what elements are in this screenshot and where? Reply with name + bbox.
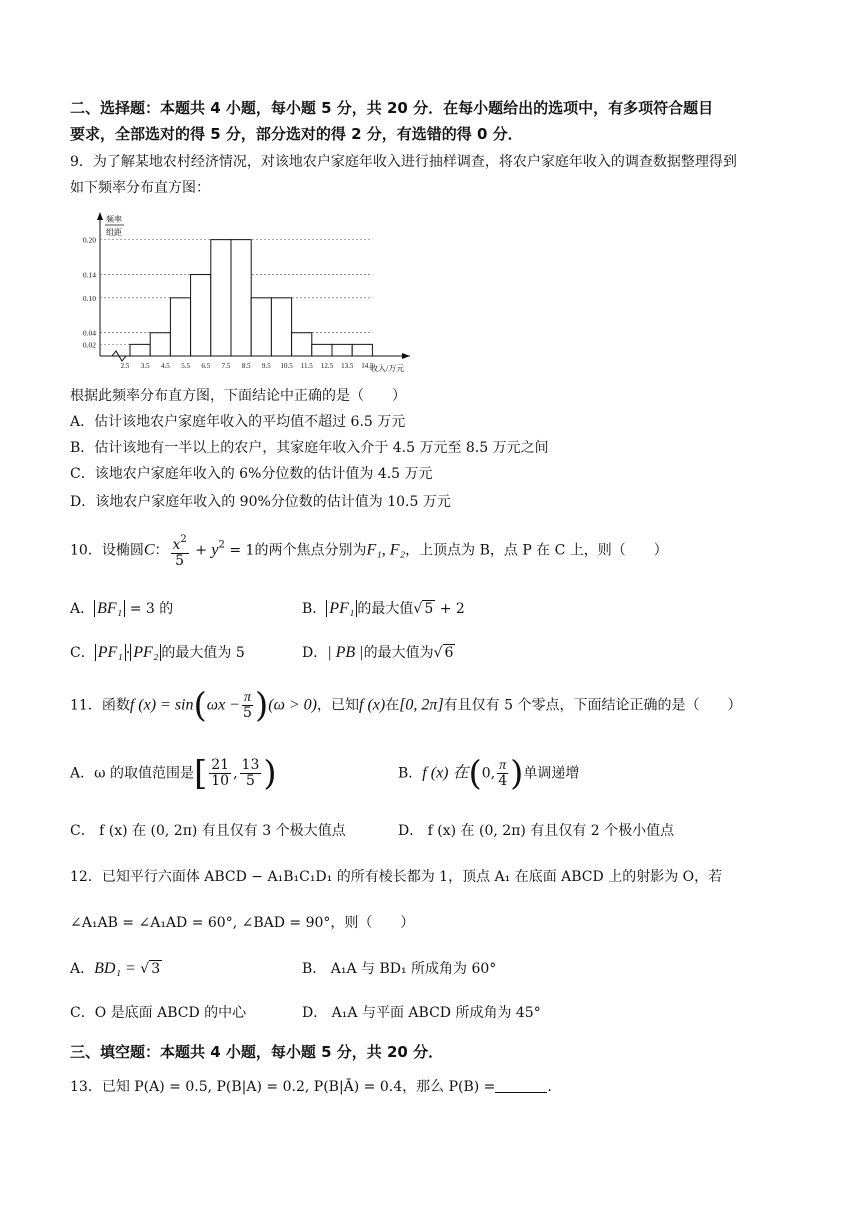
q13-stem [70, 1076, 552, 1098]
q11-a-frac1 [209, 758, 231, 789]
y-tick-label: 0.10 [82, 293, 96, 303]
q11-cond: (ω > 0) [268, 696, 317, 714]
section-2-header-line1: 二、选择题：本题共 4 小题，每小题 5 分，共 20 分．在每小题给出的选项中，有多项符合题目 [70, 99, 714, 117]
q11-a-d1: 10 [211, 773, 230, 789]
q11-a-n2: 13 [241, 757, 260, 773]
histogram-bar [191, 275, 211, 356]
histogram-bar [170, 298, 190, 356]
q10-x: x [172, 537, 181, 553]
q11-option-b: B．f (x) 在(0, $\frac{\pi}{4}$ )单调递增 [398, 753, 580, 794]
q11-tail: 有且仅有 5 个零点，下面结论正确的是（ ） [443, 697, 742, 714]
q12-stem-line2: ∠A₁AB = ∠A₁AD = 60°, ∠BAD = 90°，则（ ） [70, 915, 415, 931]
q10-c-math1: PF₁ [95, 644, 126, 661]
q10-foci: F₁, F₂ [366, 541, 406, 559]
y-axis-label-bottom: 组距 [106, 228, 122, 237]
q10-c-label: C． [70, 645, 95, 661]
section-2-header-line2: 要求，全部选对的得 5 分，部分选对的得 2 分，有选错的得 0 分． [70, 125, 523, 143]
y-tick-label: 0.20 [82, 235, 96, 245]
q12-option-a: A．BD₁ = √ 3 [70, 960, 161, 977]
q12-a-label: A． [70, 961, 95, 977]
q11-a-d2: 5 [246, 773, 255, 789]
section-3-header: 三、填空题：本题共 4 小题，每小题 5 分，共 20 分． [70, 1043, 444, 1061]
q10-ellipse-c: C [143, 541, 155, 559]
q9-stem-line1: 9．为了解某地农村经济情况，对该地农户家庭年收入进行抽样调查，将农户家庭年收入的调查数据整理得到 [70, 154, 737, 170]
q11-b-zero: 0, [481, 765, 496, 782]
y-tick-label: 0.04 [82, 328, 96, 338]
x-tick-label: 14.5 [361, 362, 374, 370]
q11-option-c: C． f (x) 在 (0, 2π) 有且仅有 3 个极大值点 [70, 823, 346, 839]
q10-b-tail: 的最大值 [357, 601, 414, 617]
histogram-chart [70, 206, 420, 386]
q10-b-math: PF₁ [326, 600, 357, 617]
q10-b-label: B． [302, 601, 327, 617]
q11-pi: π [243, 690, 251, 705]
q9-option-d: D．该地农户家庭年收入的 90%分位数的估计值为 10.5 万元 [70, 494, 451, 510]
q10-mid: 的两个焦点分别为 [254, 542, 367, 559]
y-tick-label: 0.14 [82, 270, 96, 280]
q11-fraction [242, 690, 253, 721]
histogram-bar [231, 240, 251, 356]
q12-option-c: C．O 是底面 ABCD 的中心 [70, 1005, 247, 1021]
x-tick-label: 4.5 [161, 362, 170, 370]
q10-c-dot: · [125, 645, 131, 661]
q11-func: f (x) = sin [129, 696, 194, 714]
q11-interval: [0, 2π] [399, 696, 444, 714]
q10-c-math2: PF₂ [130, 644, 161, 661]
q12-stem-line1: 12．已知平行六面体 ABCD − A₁B₁C₁D₁ 的所有棱长都为 1，顶点 A₁ 在底面 ABCD 上的射影为 O，若 [70, 869, 723, 885]
q10-option-a [70, 598, 173, 620]
q12-option-b: B． A₁A 与 BD₁ 所成角为 60° [302, 961, 497, 977]
x-tick-label: 5.5 [181, 362, 190, 370]
q11-b-text2: 单调递增 [523, 765, 580, 782]
q11-b-text1: f (x) 在 [422, 764, 469, 782]
y-tick-label: 0.02 [82, 340, 96, 350]
q10-d-tail: 的最大值为 [363, 645, 434, 661]
q9-stem-line2: 如下频率分布直方图： [70, 180, 210, 196]
y-axis-label-top: 频率 [106, 215, 122, 224]
histogram-bar [251, 298, 271, 356]
x-tick-label: 13.5 [341, 362, 354, 370]
q11-b-label: B． [398, 765, 423, 782]
q13-end: . [547, 1079, 552, 1095]
q11-a-n1: 21 [211, 757, 230, 773]
q13-answer-blank[interactable] [495, 1078, 547, 1093]
histogram-bar [150, 333, 170, 356]
histogram-bar [292, 333, 312, 356]
q9-option-b: B．估计该地有一半以上的农户，其家庭年收入介于 4.5 万元至 8.5 万元之间 [70, 440, 549, 456]
x-tick-label: 12.5 [320, 362, 334, 370]
q12-option-d: D． A₁A 与平面 ABCD 所成角为 45° [302, 1005, 541, 1021]
q9-option-c: C．该地农户家庭年收入的 6%分位数的估计值为 4.5 万元 [70, 466, 433, 482]
q10-stem [70, 532, 668, 569]
histogram-bar [352, 344, 372, 356]
q11-stem: 11．函数f (x) = sin(ωx − $\frac{\pi}{5}$ )(ω > 0)，已知f (x)在[0, 2π]有且仅有 5 个零点，下面结论正确的是（ ） [70, 685, 742, 726]
q10-b-sqrt: 5 [424, 601, 434, 617]
q10-option-c [70, 642, 245, 664]
x-axis-label: 收入/万元 [370, 364, 405, 373]
q10-colon: ： [154, 542, 169, 559]
q10-b-plus: + 2 [439, 601, 465, 617]
histogram-bar [130, 344, 150, 356]
q10-d-sqrt: 6 [444, 645, 454, 661]
x-tick-label: 3.5 [140, 362, 150, 370]
q10-option-b: B． PF₁ 的最大值√ 5 + 2 [302, 600, 465, 617]
q10-tail: ，上顶点为 B，点 P 在 C 上，则（ ） [405, 542, 668, 559]
q11-option-a: A．ω 的取值范围是[ $\frac{21}{10}$ , $\frac{13}{5}$ ) [70, 753, 277, 794]
x-tick-label: 2.5 [120, 362, 130, 370]
q10-d-label: D． [302, 645, 328, 661]
q11-b-pi: π [499, 758, 507, 773]
q10-a-tail: = 3 的 [129, 601, 174, 617]
q10-denominator: 5 [175, 553, 185, 569]
q11-number: 11．函数 [70, 697, 130, 714]
x-tick-label: 10.5 [280, 362, 293, 370]
q10-c-tail: 的最大值为 5 [161, 645, 245, 661]
q10-eq: = 1 [229, 542, 255, 559]
x-tick-label: 7.5 [221, 362, 231, 370]
histogram-bar [312, 344, 332, 356]
q10-plus: + [195, 542, 207, 559]
q11-in: 在 [385, 697, 400, 714]
q11-b-frac [497, 758, 508, 789]
x-tick-label: 11.5 [300, 362, 313, 370]
q11-omega-x: ωx − [206, 696, 240, 714]
q10-a-label: A． [70, 601, 95, 617]
q10-fraction [171, 532, 189, 569]
q12-a-text: BD₁ = [94, 960, 136, 977]
q11-b-four: 4 [498, 773, 508, 789]
histogram-bar [271, 298, 291, 356]
histogram-bar [332, 344, 352, 356]
histogram-bar [211, 240, 231, 356]
q10-a-math: BF₁ [94, 600, 125, 617]
q11-option-d: D． f (x) 在 (0, 2π) 有且仅有 2 个极小值点 [398, 823, 675, 839]
q11-five: 5 [243, 705, 252, 721]
q9-option-a: A．估计该地农户家庭年收入的平均值不超过 6.5 万元 [70, 414, 406, 430]
q11-a-label: A． [70, 765, 95, 782]
q11-a-text: ω 的取值范围是 [94, 765, 194, 782]
q10-y: y [211, 541, 219, 559]
q9-question: 根据此频率分布直方图，下面结论中正确的是（ ） [70, 388, 406, 404]
q10-option-d: D．| PB |的最大值为√ 6 [302, 644, 454, 661]
x-tick-label: 6.5 [201, 362, 211, 370]
q10-y-exp: 2 [218, 539, 225, 551]
q10-d-math: | PB | [327, 644, 364, 661]
x-tick-label: 9.5 [262, 362, 271, 370]
q11-mid: ，已知 [317, 697, 359, 714]
q10-exp: 2 [180, 534, 187, 545]
x-tick-label: 8.5 [241, 362, 251, 370]
q13-text: 13．已知 P(A) = 0.5, P(B|A) = 0.2, P(B|Ā) = 0.4，那么 P(B) = [70, 1079, 496, 1095]
q11-fx: f (x) [359, 696, 386, 714]
q12-a-sqrt: 3 [151, 961, 161, 977]
q10-number: 10．设椭圆 [70, 542, 144, 559]
q11-a-frac2 [240, 758, 262, 789]
